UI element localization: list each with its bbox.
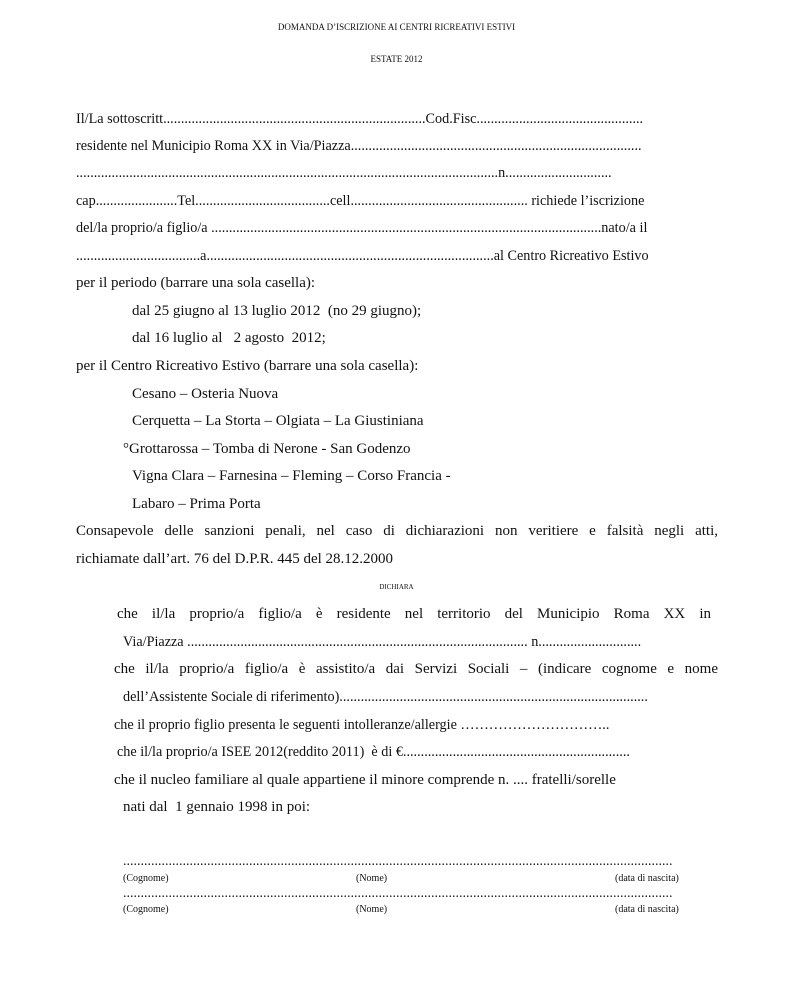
declaration-residenza: che il/la proprio/a figlio/a è residente nel territorio del Municipio Roma XX in xyxy=(117,606,711,622)
declaration-residenza-address[interactable]: Via/Piazza ................................................................................................ n............................. xyxy=(123,634,642,650)
centro-option-1[interactable]: Cesano – Osteria Nuova xyxy=(132,386,279,402)
periodo-option-1[interactable]: dal 25 giugno al 13 luglio 2012 (no 29 giugno); xyxy=(132,303,422,319)
sibling-1-data-label: (data di nascita) xyxy=(615,873,679,884)
centro-option-3[interactable]: °Grottarossa – Tomba di Nerone - San Godenzo xyxy=(123,441,411,457)
contatti-field[interactable]: cap.......................Tel......................................cell.................................................. richiede l’iscrizione xyxy=(76,193,645,209)
sibling-2-data-label: (data di nascita) xyxy=(615,904,679,915)
dichiara-heading: DICHIARA xyxy=(379,583,414,591)
periodo-intro: per il periodo (barrare una sola casella): xyxy=(76,275,316,291)
centri-intro: per il Centro Ricreativo Estivo (barrare una sola casella): xyxy=(76,358,419,374)
sibling-2-cognome-label: (Cognome) xyxy=(123,904,169,915)
centro-option-2[interactable]: Cerquetta – La Storta – Olgiata – La Giustiniana xyxy=(132,413,424,429)
residenza-field[interactable]: residente nel Municipio Roma XX in Via/Piazza.................................................................................. xyxy=(76,138,642,154)
figlio-field[interactable]: del/la proprio/a figlio/a ..............................................................................................................nato/a il xyxy=(76,220,648,236)
centro-option-4[interactable]: Vigna Clara – Farnesina – Fleming – Corso Francia - xyxy=(132,468,451,484)
page-title: DOMANDA D’ISCRIZIONE AI CENTRI RICREATIVI ESTIVI xyxy=(277,22,516,32)
sibling-2-dots[interactable]: ............................................................................................................................................................. xyxy=(123,886,673,901)
declaration-isee-field[interactable]: che il/la proprio/a ISEE 2012(reddito 2011) è di €................................................................ xyxy=(117,744,630,760)
sibling-1-nome-label: (Nome) xyxy=(356,873,388,884)
declaration-servizi-sociali: che il/la proprio/a figlio/a è assistito/a dai Servizi Sociali – (indicare cognome e nome xyxy=(114,661,718,677)
declaration-nati-dal: nati dal 1 gennaio 1998 in poi: xyxy=(123,799,311,815)
consapevole-text: Consapevole delle sanzioni penali, nel caso di dichiarazioni non veritiere e falsità negli atti, xyxy=(76,523,718,539)
sottoscritto-field[interactable]: Il/La sottoscritt..........................................................................Cod.Fisc............................................... xyxy=(76,111,644,127)
declaration-allergie-field[interactable]: che il proprio figlio presenta le seguenti intolleranze/allergie ………………………….. xyxy=(114,717,610,733)
declaration-assistente-field[interactable]: dell’Assistente Sociale di riferimento)....................................................................................... xyxy=(123,689,648,705)
indirizzo-field[interactable]: .......................................................................................................................n.............................. xyxy=(76,165,612,181)
sibling-2-nome-label: (Nome) xyxy=(356,904,388,915)
sibling-1-dots[interactable]: ............................................................................................................................................................. xyxy=(123,854,673,869)
page-subtitle: ESTATE 2012 xyxy=(370,54,423,64)
centro-option-5[interactable]: Labaro – Prima Porta xyxy=(132,496,261,512)
sibling-1-cognome-label: (Cognome) xyxy=(123,873,169,884)
declaration-nucleo-familiare[interactable]: che il nucleo familiare al quale appartiene il minore comprende n. .... fratelli/sorelle xyxy=(114,772,616,788)
consapevole-text-2: richiamate dall’art. 76 del D.P.R. 445 del 28.12.2000 xyxy=(76,551,394,567)
periodo-option-2[interactable]: dal 16 luglio al 2 agosto 2012; xyxy=(132,330,326,346)
nascita-field[interactable]: ...................................a.................................................................................al Centro Ricreativo Estivo xyxy=(76,248,649,264)
